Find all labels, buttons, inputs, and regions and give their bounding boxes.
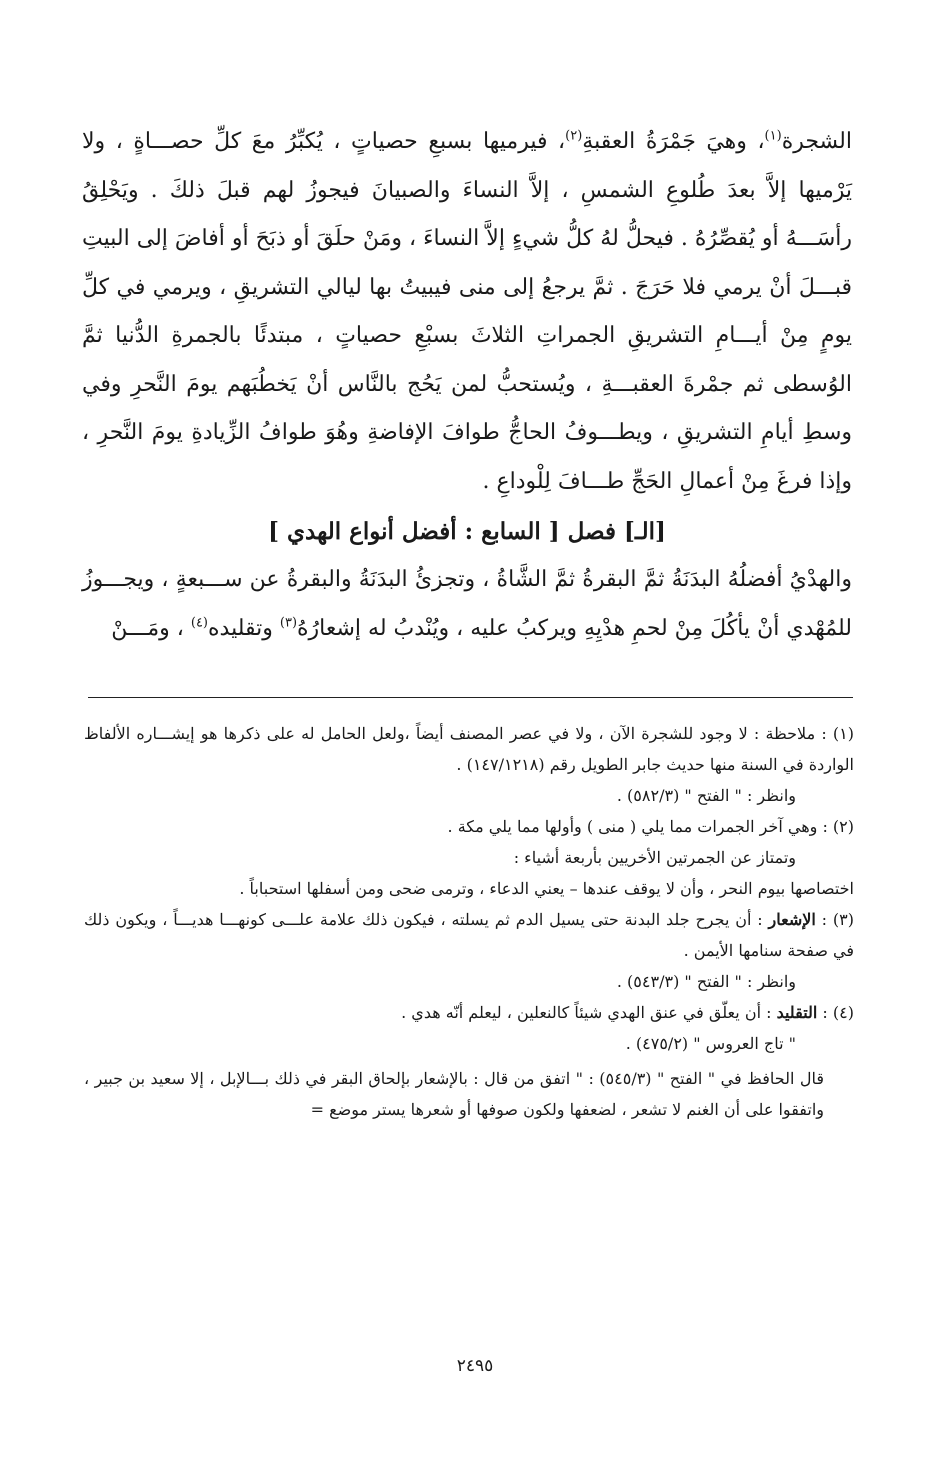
footnote-3-ref: وانظر : " الفتح " (٥٤٣/٣) . bbox=[616, 972, 796, 991]
text-run: ، وهيَ جَمْرَةُ العقبةِ bbox=[582, 129, 765, 154]
footnote-ref-3: (٣) bbox=[279, 615, 298, 631]
footnote-3-label: (٣) : bbox=[815, 910, 854, 929]
footnote-ref-2: (٢) bbox=[565, 128, 583, 144]
text-run: ، ومَـــنْ bbox=[111, 615, 191, 641]
footnote-2-detail: اختصاصها بيوم النحر ، وأن لا يوقف عندها – يعني الدعاء ، وترمى ضحى ومن أسفلها استحباباً . bbox=[239, 879, 854, 898]
footnote-divider bbox=[88, 697, 853, 698]
footnote-4-ref: " تاج العروس " (٤٧٥/٢) . bbox=[625, 1034, 796, 1053]
footnote-ref-4: (٤) bbox=[190, 615, 208, 631]
footnote-2: (٢) : وهي آخر الجمرات مما يلي ( منى ) وأولها مما يلي مكة . bbox=[447, 817, 854, 836]
footnote-4-term: التقليد bbox=[776, 1003, 818, 1022]
section-heading: [الـ] فصل [ السابع : أفضل أنواع الهدي ] bbox=[268, 518, 666, 545]
footnote-3-text: : أن يجرح جلد البدنة حتى يسيل الدم ثم يسلته ، فيكون ذلك علامة علـــى كونهـــا هديـــاً ، ويكون ذلك في صفحة سنامها الأيمن . bbox=[84, 910, 854, 960]
text-run: الشجرة bbox=[781, 129, 852, 154]
page-number: ٢٤٩٥ bbox=[456, 1356, 494, 1376]
text-run: ، فيرميها بسبعِ حصياتٍ ، يُكبِّرُ معَ كلِّ حصـــاةٍ ، ولا يَرْميها إلاَّ بعدَ طُلوعِ الشمسِ ، إلاَّ النساءَ والصبيانَ فيجوزُ لهم قبلَ ذلكَ . ويَحْلِقُ رأسَـــهُ أو يُقصِّرُهُ . فيحلُّ لهُ كلُّ شيءٍ إلاَّ النساءَ ، ومَنْ حلَقَ أو ذبَحَ أو أفاضَ إلى البيتِ قبـــلَ أنْ يرمي فلا حَرَجَ . ثمَّ يرجعُ إلى منى فيبيتُ بها ليالي التشريقِ ، ويرمي في كلِّ يومٍ مِنْ أيـــامِ التشريقِ الجمراتِ الثلاثَ بسبْعِ حصياتٍ ، مبتدئًا بالجمرةِ الدُّنيا ثمَّ الوُسطى ثم جمْرةَ العقبـــةِ ، ويُستحبُّ لمن يَحُج بالنَّاس أنْ يَخطُبَهم يومَ النَّحرِ وفي وسطِ أيامِ التشريقِ ، ويطـــوفُ الحاجُّ طوافَ الإفاضةِ وهُوَ طوافُ الزِّيادةِ يومَ النَّحرِ ، وإذا فرغَ مِنْ أعمالِ الحَجِّ طـــافَ لِلْوداعِ . bbox=[82, 129, 853, 494]
footnote-4-label: (٤) : bbox=[817, 1003, 854, 1022]
footnote-1: (١) : ملاحظة : لا وجود للشجرة الآن ، ولا في عصر المصنف أيضاً ،ولعل الحامل له على ذكرها هو إيشـــاره الألفاظ الواردة في السنة منها حديث جابر الطويل رقم (١٤٧/١٢١٨) . bbox=[84, 724, 854, 774]
paragraph-2 bbox=[82, 556, 852, 653]
footnotes bbox=[84, 718, 854, 1125]
footnote-4-text: : أن يعلّق في عنق الهدي شيئاً كالنعلين ، ليعلم أنّه هدي . bbox=[401, 1003, 777, 1022]
text-run: وتقليده bbox=[208, 615, 280, 641]
footnote-continuation: قال الحافظ في " الفتح " (٥٤٥/٣) : " اتفق من قال : بالإشعار بإلحاق البقر في ذلك بـــالإبل ، إلا سعيد بن جبير ، واتفقوا على أن الغنم لا تشعر ، لضعفها ولكون صوفها أو شعرها يستر موضع = bbox=[84, 1069, 824, 1119]
main-text bbox=[82, 118, 852, 653]
footnote-1-ref: وانظر : " الفتح " (٥٨٢/٣) . bbox=[616, 786, 796, 805]
footnote-2-sub: وتمتاز عن الجمرتين الأخريين بأربعة أشياء : bbox=[513, 848, 796, 867]
footnote-3-term: الإشعار bbox=[768, 910, 816, 929]
footnote-ref-1: (١) bbox=[764, 128, 782, 144]
paragraph-1 bbox=[82, 118, 852, 506]
footnote-3 bbox=[84, 904, 854, 966]
footnote-4 bbox=[84, 997, 854, 1028]
text-run: والهدْيُ أفضلُهُ البدَنَةُ ثمَّ البقرةُ ثمَّ الشَّاةُ ، وتجزئُ البدَنَةُ والبقرةُ عن ســـبعةٍ ، ويجـــوزُ للمُهْدي أنْ يأكُلَ مِنْ لحمِ هدْيِهِ ويركبُ عليه ، ويُنْدبُ له إشعارُهُ bbox=[82, 567, 852, 641]
